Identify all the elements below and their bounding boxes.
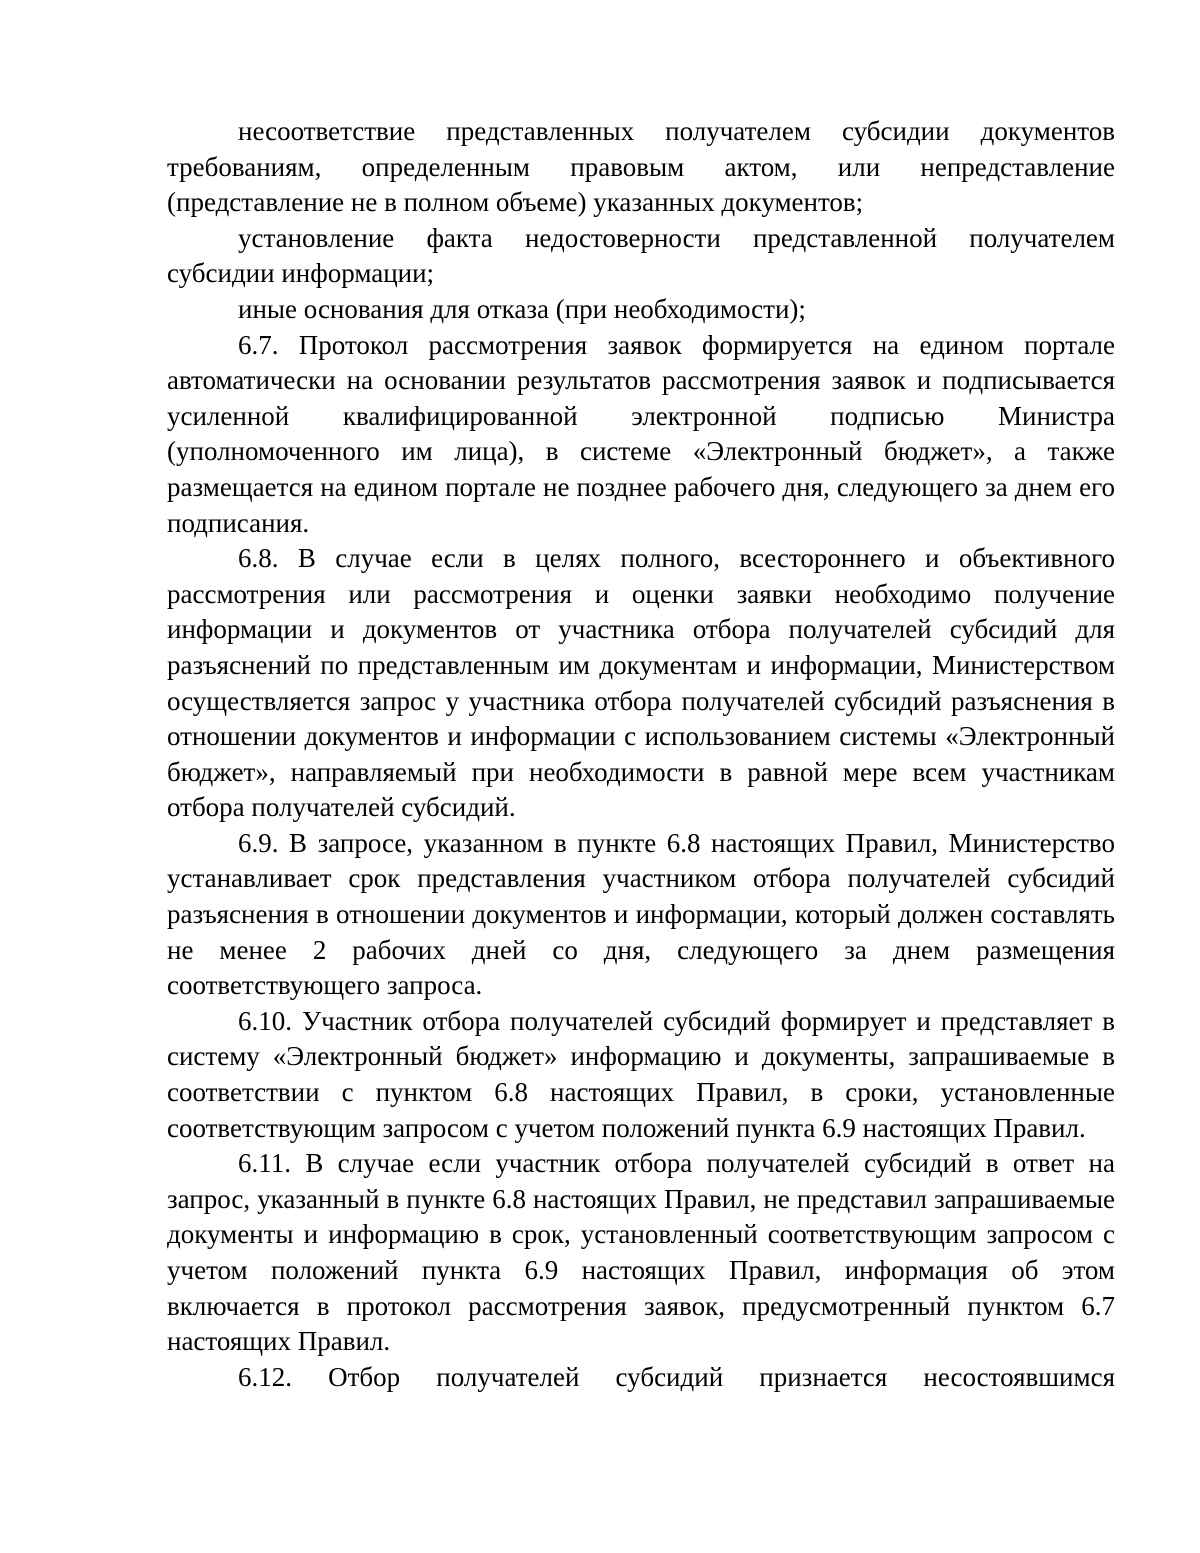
paragraph-6-8: 6.8. В случае если в целях полного, всестороннего и объективного рассмотрения или рассмотрения и оценки заявки необходимо получение информации и документов от участника отбора получателей субсидий для разъяснений по представленным им документам и информации, Министерством осуществляется запрос у участника отбора получателей субсидий разъяснения в отношении документов и информации с использованием системы «Электронный бюджет», направляемый при необходимости в равной мере всем участникам отбора получателей субсидий. [167,543,1115,823]
paragraph-nonconformity: несоответствие представленных получателем субсидии документов требованиям, определенным правовым актом, или непредставление (представление не в полном объеме) указанных документов; [167,116,1115,218]
paragraph-6-11: 6.11. В случае если участник отбора получателей субсидий в ответ на запрос, указанный в пункте 6.8 настоящих Правил, не представил запрашиваемые документы и информацию в срок, установленный соответствующим запросом с учетом положений пункта 6.9 настоящих Правил, информация об этом включается в протокол рассмотрения заявок, предусмотренный пунктом 6.7 настоящих Правил. [167,1148,1115,1357]
paragraph-6-9: 6.9. В запросе, указанном в пункте 6.8 настоящих Правил, Министерство устанавливает срок представления участником отбора получателей субсидий разъяснения в отношении документов и информации, который должен составлять не менее 2 рабочих дней со дня, следующего за днем размещения соответствующего запроса. [167,827,1115,1001]
paragraph-other-grounds: иные основания для отказа (при необходимости); [238,293,806,324]
paragraph-6-12: 6.12. Отбор получателей субсидий признается несостоявшимся [238,1361,1115,1392]
paragraph-6-7: 6.7. Протокол рассмотрения заявок формируется на едином портале автоматически на основании результатов рассмотрения заявок и подписывается усиленной квалифицированной электронной подписью Министра (уполномоченного им лица), в системе «Электронный бюджет», а также размещается на едином портале не позднее рабочего дня, следующего за днем его подписания. [167,329,1115,538]
document-page [167,114,1115,1395]
paragraph-6-10: 6.10. Участник отбора получателей субсидий формирует и представляет в систему «Электронный бюджет» информацию и документы, запрашиваемые в соответствии с пунктом 6.8 настоящих Правил, в сроки, установленные соответствующим запросом с учетом положений пункта 6.9 настоящих Правил. [167,1005,1115,1143]
paragraph-unreliability: установление факта недостоверности представленной получателем субсидии информации; [167,222,1115,289]
